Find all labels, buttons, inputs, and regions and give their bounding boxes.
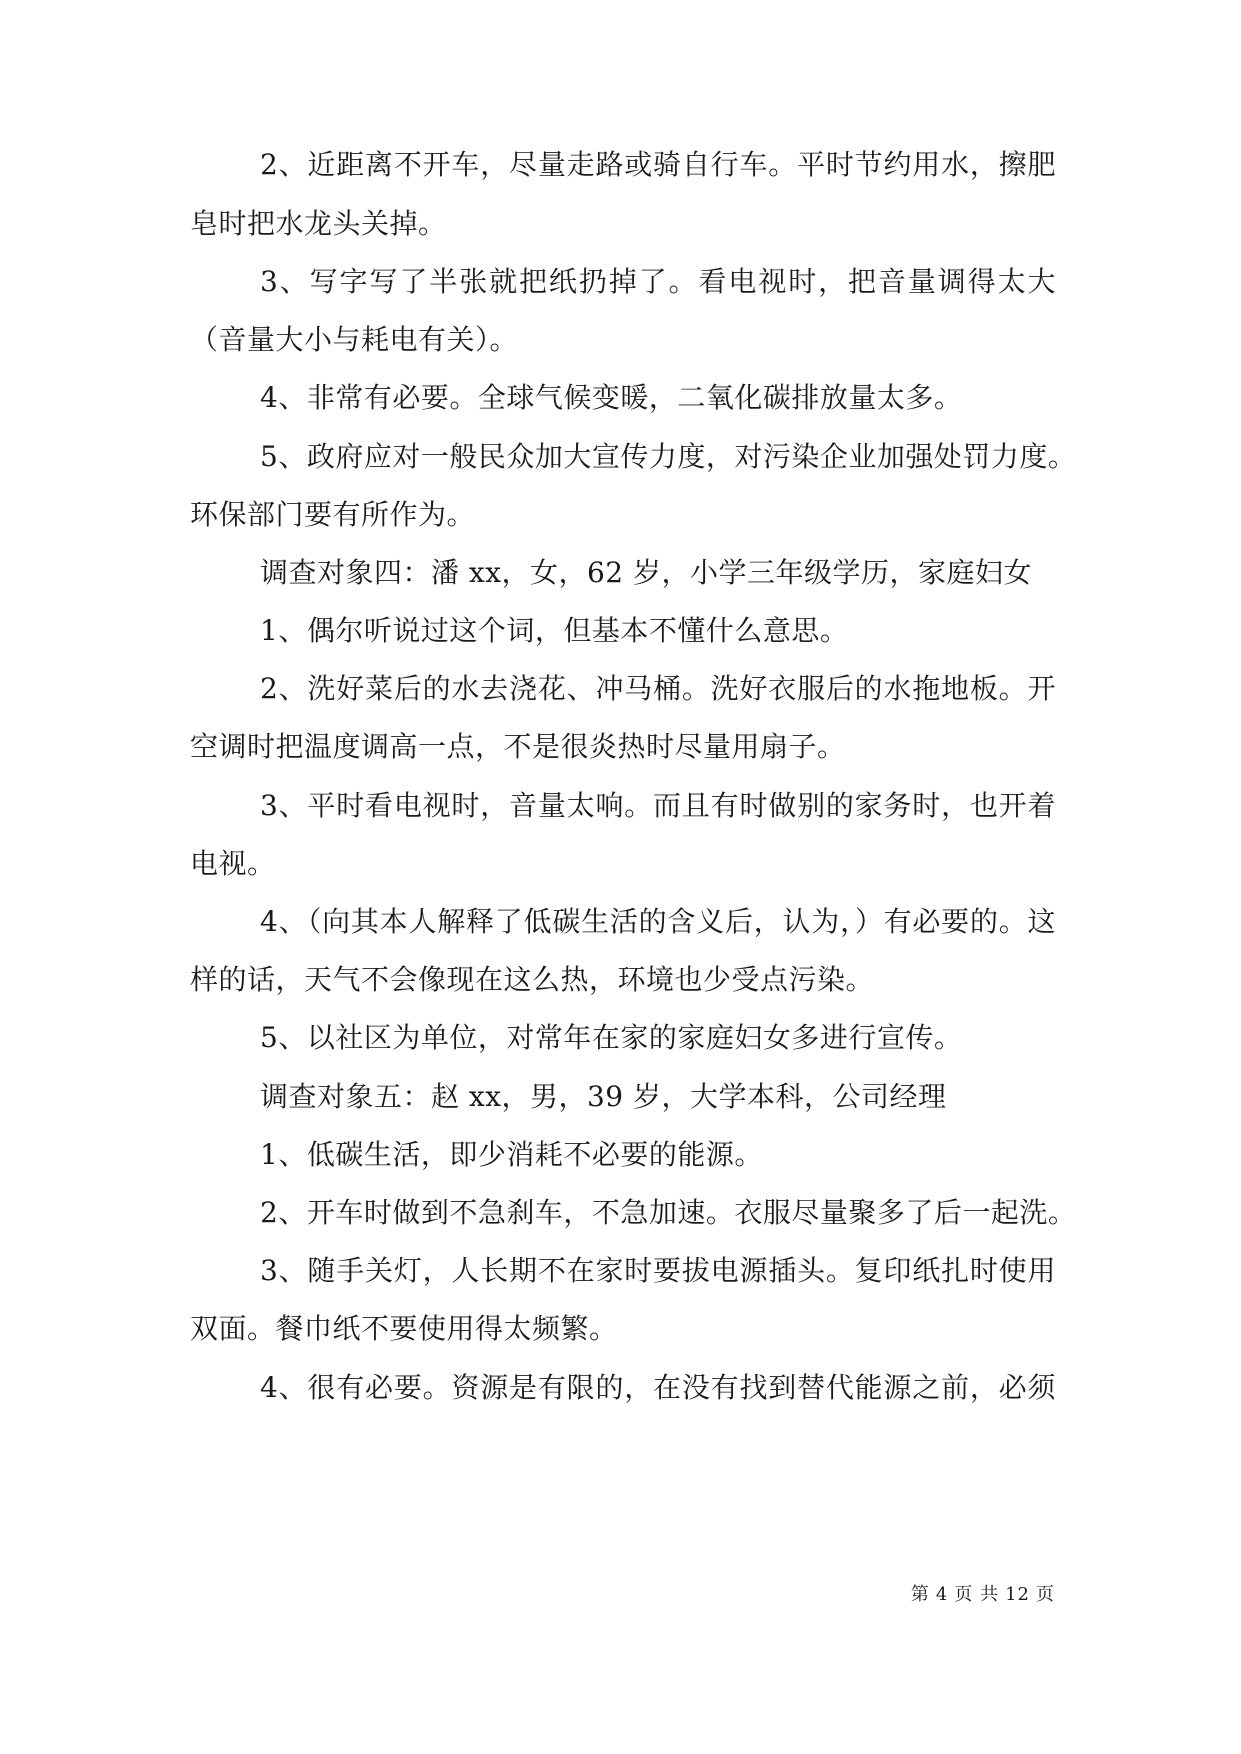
paragraph-line: 样的话，天气不会像现在这么热，环境也少受点污染。 xyxy=(190,963,875,996)
paragraph-line: 3、平时看电视时，音量太响。而且有时做别的家务时，也开着 xyxy=(260,789,1056,822)
current-page-number: 4 xyxy=(935,1584,949,1605)
paragraph-line: 1、低碳生活，即少消耗不必要的能源。 xyxy=(260,1138,763,1171)
paragraph-line: 2、洗好菜后的水去浇花、冲马桶。洗好衣服后的水拖地板。开 xyxy=(260,672,1056,705)
paragraph-line: 双面。餐巾纸不要使用得太频繁。 xyxy=(190,1312,618,1345)
paragraph-line: 空调时把温度调高一点，不是很炎热时尽量用扇子。 xyxy=(190,730,846,763)
paragraph-line: 4、非常有必要。全球气候变暖，二氧化碳排放量太多。 xyxy=(260,381,963,414)
paragraph-line: 调查对象四：潘 xx，女，62 岁，小学三年级学历，家庭妇女 xyxy=(260,556,1033,589)
footer-suffix: 页 xyxy=(1036,1584,1055,1605)
paragraph-line: 3、写字写了半张就把纸扔掉了。看电视时，把音量调得太大 xyxy=(260,265,1056,298)
paragraph-line: 2、开车时做到不急刹车，不急加速。衣服尽量聚多了后一起洗。 xyxy=(260,1196,1077,1229)
paragraph-line: 3、随手关灯，人长期不在家时要拔电源插头。复印纸扎时使用 xyxy=(260,1254,1056,1287)
footer-middle: 页 共 xyxy=(954,1584,1000,1605)
paragraph-line: 5、政府应对一般民众加大宣传力度，对污染企业加强处罚力度。 xyxy=(260,440,1077,473)
paragraph-line: 环保部门要有所作为。 xyxy=(190,498,476,531)
paragraph-line: 调查对象五：赵 xx，男，39 岁，大学本科，公司经理 xyxy=(260,1080,947,1113)
footer-prefix: 第 xyxy=(910,1584,930,1605)
paragraph-line: 电视。 xyxy=(190,847,276,880)
total-page-number: 12 xyxy=(1005,1584,1030,1605)
page-number xyxy=(911,1583,1055,1607)
paragraph-line: 皂时把水龙头关掉。 xyxy=(190,207,447,240)
paragraph-line: 5、以社区为单位，对常年在家的家庭妇女多进行宣传。 xyxy=(260,1021,963,1054)
paragraph-line: 4、（向其本人解释了低碳生活的含义后，认为，）有必要的。这 xyxy=(260,905,1056,938)
paragraph-line: （音量大小与耗电有关）。 xyxy=(190,323,519,356)
paragraph-line: 2、近距离不开车，尽量走路或骑自行车。平时节约用水，擦肥 xyxy=(260,148,1056,181)
paragraph-line: 4、很有必要。资源是有限的，在没有找到替代能源之前，必须 xyxy=(260,1371,1056,1404)
paragraph-line: 1、偶尔听说过这个词，但基本不懂什么意思。 xyxy=(260,614,849,647)
